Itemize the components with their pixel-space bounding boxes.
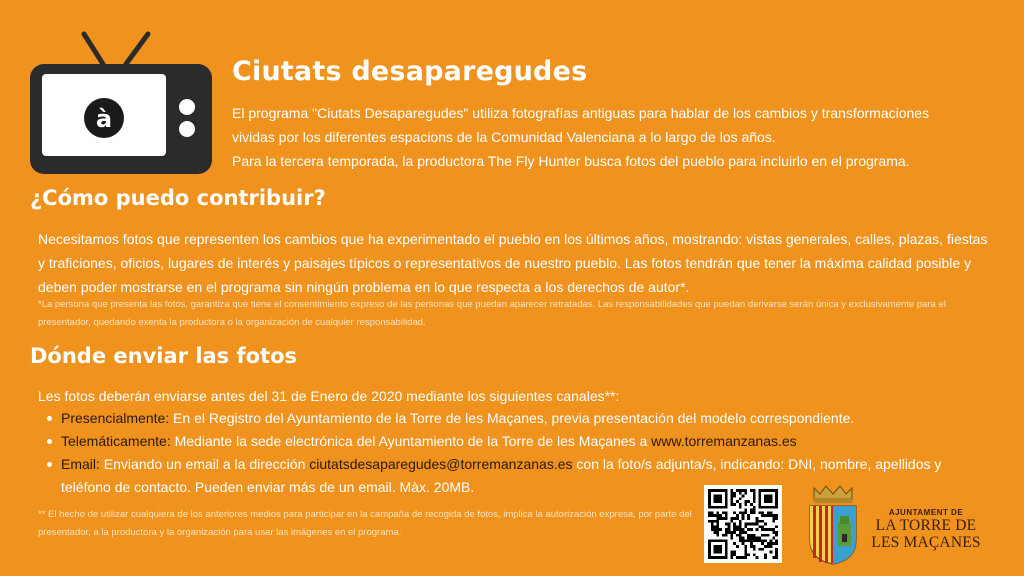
- channel-label: Telemáticamente:: [61, 433, 171, 449]
- page-title: Ciutats desaparegudes: [232, 56, 588, 87]
- channel-text: con la foto/s adjunta/s, indicando: DNI, nombre, apellidos y teléfono de contacto. Pueden enviar más de un email. Màx. 20MB.: [61, 456, 942, 495]
- intro-line: El programa "Ciutats Desaparegudes" utiliza fotografías antiguas para hablar de los cambios y transformaciones: [232, 105, 930, 121]
- channel-text: En el Registro del Ayuntamiento de la Torre de les Maçanes, previa presentación del modelo correspondiente.: [169, 410, 855, 426]
- tv-logo: [28, 28, 218, 178]
- channel-text: Mediante la sede electrónica del Ayuntamiento de la Torre de les Maçanes a: [170, 433, 652, 449]
- intro-text: [232, 101, 1002, 173]
- contribute-footnote: *La persona que presenta las fotos, garantiza que tiene el consentimiento expreso de las personas que puedan aparecer retratadas. Las responsabilidades que puedan derivarse serán única y exclusivamente para el presentador, quedando exenta la productora o la organización de cualquier responsabilidad.: [38, 299, 946, 328]
- intro-line: vividas por los diferentes espacions de la Comunidad Valenciana a lo largo de los años.: [232, 129, 776, 145]
- ajuntament-logo: [866, 508, 986, 551]
- ajuntament-name-line: LES MAÇANES: [871, 534, 981, 551]
- town-crest-icon: [806, 484, 860, 566]
- channel-text: Enviando un email a la dirección: [99, 456, 310, 472]
- email-link[interactable]: ciutatsdesaparegudes@torremanzanas.es: [309, 456, 573, 472]
- send-footnote: ** El hecho de utilizar cualquiera de los anteriores medios para participar en la campaña de recogida de fotos, implica la autorización expresa, por parte del presentador, a la productora y la organización para usar las imágenes en el programa.: [38, 509, 692, 538]
- channel-label: Presencialmente:: [61, 410, 170, 426]
- qr-code[interactable]: [704, 485, 782, 563]
- website-link[interactable]: www.torremanzanas.es: [651, 433, 797, 449]
- ajuntament-name-line: LA TORRE DE: [875, 517, 977, 534]
- send-heading: Dónde enviar las fotos: [30, 344, 298, 368]
- ajuntament-label: AJUNTAMENT DE: [888, 508, 964, 517]
- channel-item: [44, 430, 984, 453]
- contribute-heading: ¿Cómo puedo contribuir?: [30, 186, 326, 210]
- send-lead: Les fotos deberán enviarse antes del 31 de Enero de 2020 mediante los siguientes canales**:: [38, 388, 620, 404]
- channel-item: [44, 407, 984, 430]
- contribute-body: Necesitamos fotos que representen los cambios que ha experimentado el pueblo en los últimos años, mostrando: vistas generales, calles, plazas, fiestas y traficiones, oficios, lugares de interés y paisajes típicos o representativos de nuestro pueblo. Las fotos tendrán que tener la máxima calidad posible y deben poder mostrarse en el programa sin ningún problema en lo que respecta a los derechos de autor*.: [38, 231, 988, 295]
- svg-text:à: à: [95, 105, 113, 133]
- intro-line: Para la tercera temporada, la productora The Fly Hunter busca fotos del pueblo para incluirlo en el programa.: [232, 153, 910, 169]
- channel-label: Email:: [61, 456, 100, 472]
